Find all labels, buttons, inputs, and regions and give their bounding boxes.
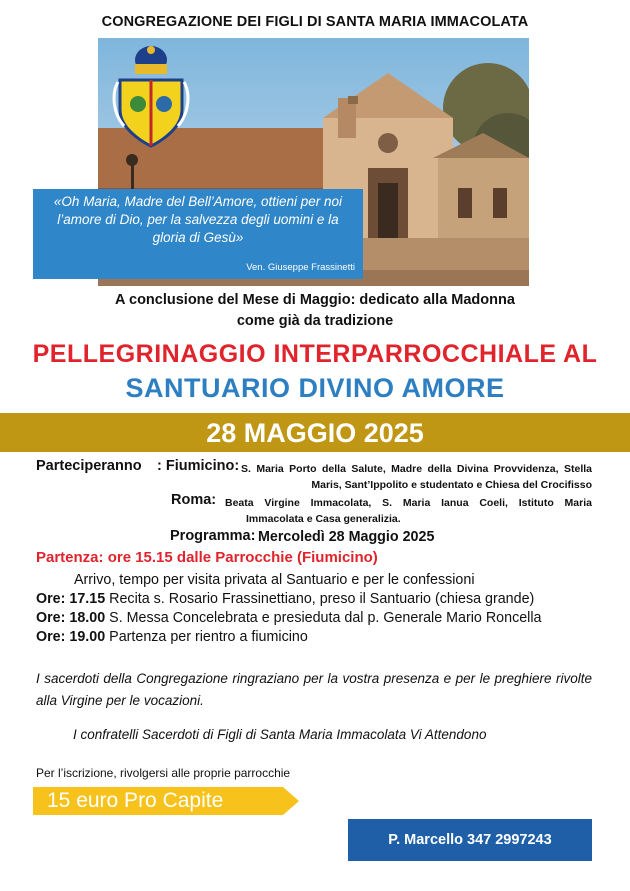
schedule-prefix: Ore: xyxy=(36,610,66,626)
event-date: 28 MAGGIO 2025 xyxy=(206,418,424,448)
signup-note: Per l’iscrizione, rivolgersi alle proprie parrocchie xyxy=(36,766,291,780)
schedule-prefix: Ore: xyxy=(36,591,66,607)
contact-box: P. Marcello 347 2997243 xyxy=(348,819,592,861)
quote-box xyxy=(33,189,363,279)
event-title: PELLEGRINAGGIO INTERPARROCCHIALE AL xyxy=(32,340,598,368)
departure-info: Partenza: ore 15.15 dalle Parrocchie (Fiumicino) xyxy=(36,549,378,566)
participants-label: Parteciperanno xyxy=(36,458,142,474)
schedule-time: 17.15 xyxy=(69,591,106,607)
fiumicino-label: : Fiumicino: xyxy=(157,458,240,474)
roma-parishes-1: Beata Virgine Immacolata, S. Maria Ianua Coeli, Istituto Maria xyxy=(225,497,592,509)
schedule-text: Partenza per rientro a fiumicino xyxy=(109,629,308,645)
date-band xyxy=(0,413,630,452)
program-label: Programma: xyxy=(170,528,256,544)
schedule-text: S. Messa Concelebrata e presieduta dal p. Generale Mario Roncella xyxy=(109,610,542,626)
fiumicino-parishes-2: Maris, Sant’Ippolito e studentato e Chiesa del Crocifisso xyxy=(311,479,592,491)
schedule-row xyxy=(36,610,541,626)
intro-line-2: come già da tradizione xyxy=(236,313,394,329)
closing-line: I confratelli Sacerdoti di Figli di Santa Maria Immacolata Vi Attendono xyxy=(73,727,487,742)
quote-text: «Oh Maria, Madre del Bell’Amore, ottieni per noi l’amore di Dio, per la salvezza degli uomini e la gloria di Gesù» xyxy=(53,194,343,245)
intro-line-1: A conclusione del Mese di Maggio: dedicato alla Madonna xyxy=(115,292,515,308)
thanks-paragraph: I sacerdoti della Congregazione ringraziano per la vostra presenza e per le preghiere rivolte alla Virgine per le vocazioni. xyxy=(36,671,592,708)
roma-label: Roma: xyxy=(171,492,217,508)
price-text: 15 euro Pro Capite xyxy=(47,789,224,812)
fiumicino-parishes-1: S. Maria Porto della Salute, Madre della Divina Provvidenza, Stella xyxy=(241,463,592,475)
schedule-text: Recita s. Rosario Frassinettiano, preso il Santuario (chiesa grande) xyxy=(109,591,535,607)
arrival-info: Arrivo, tempo per visita privata al Santuario e per le confessioni xyxy=(74,572,475,588)
roma-parishes-2: Immacolata e Casa generalizia. xyxy=(246,513,401,525)
schedule-time: 19.00 xyxy=(69,629,106,645)
price-banner xyxy=(33,787,299,815)
event-subtitle: SANTUARIO DIVINO AMORE xyxy=(125,373,505,403)
schedule-prefix: Ore: xyxy=(36,629,66,645)
schedule-row xyxy=(36,629,308,645)
schedule-time: 18.00 xyxy=(69,610,106,626)
header-title: CONGREGAZIONE DEI FIGLI DI SANTA MARIA IMMACOLATA xyxy=(101,14,529,30)
schedule-row xyxy=(36,591,534,607)
program-date: Mercoledì 28 Maggio 2025 xyxy=(258,529,435,545)
quote-author: Ven. Giuseppe Frassinetti xyxy=(246,262,355,273)
congregation-crest-icon xyxy=(112,42,190,150)
